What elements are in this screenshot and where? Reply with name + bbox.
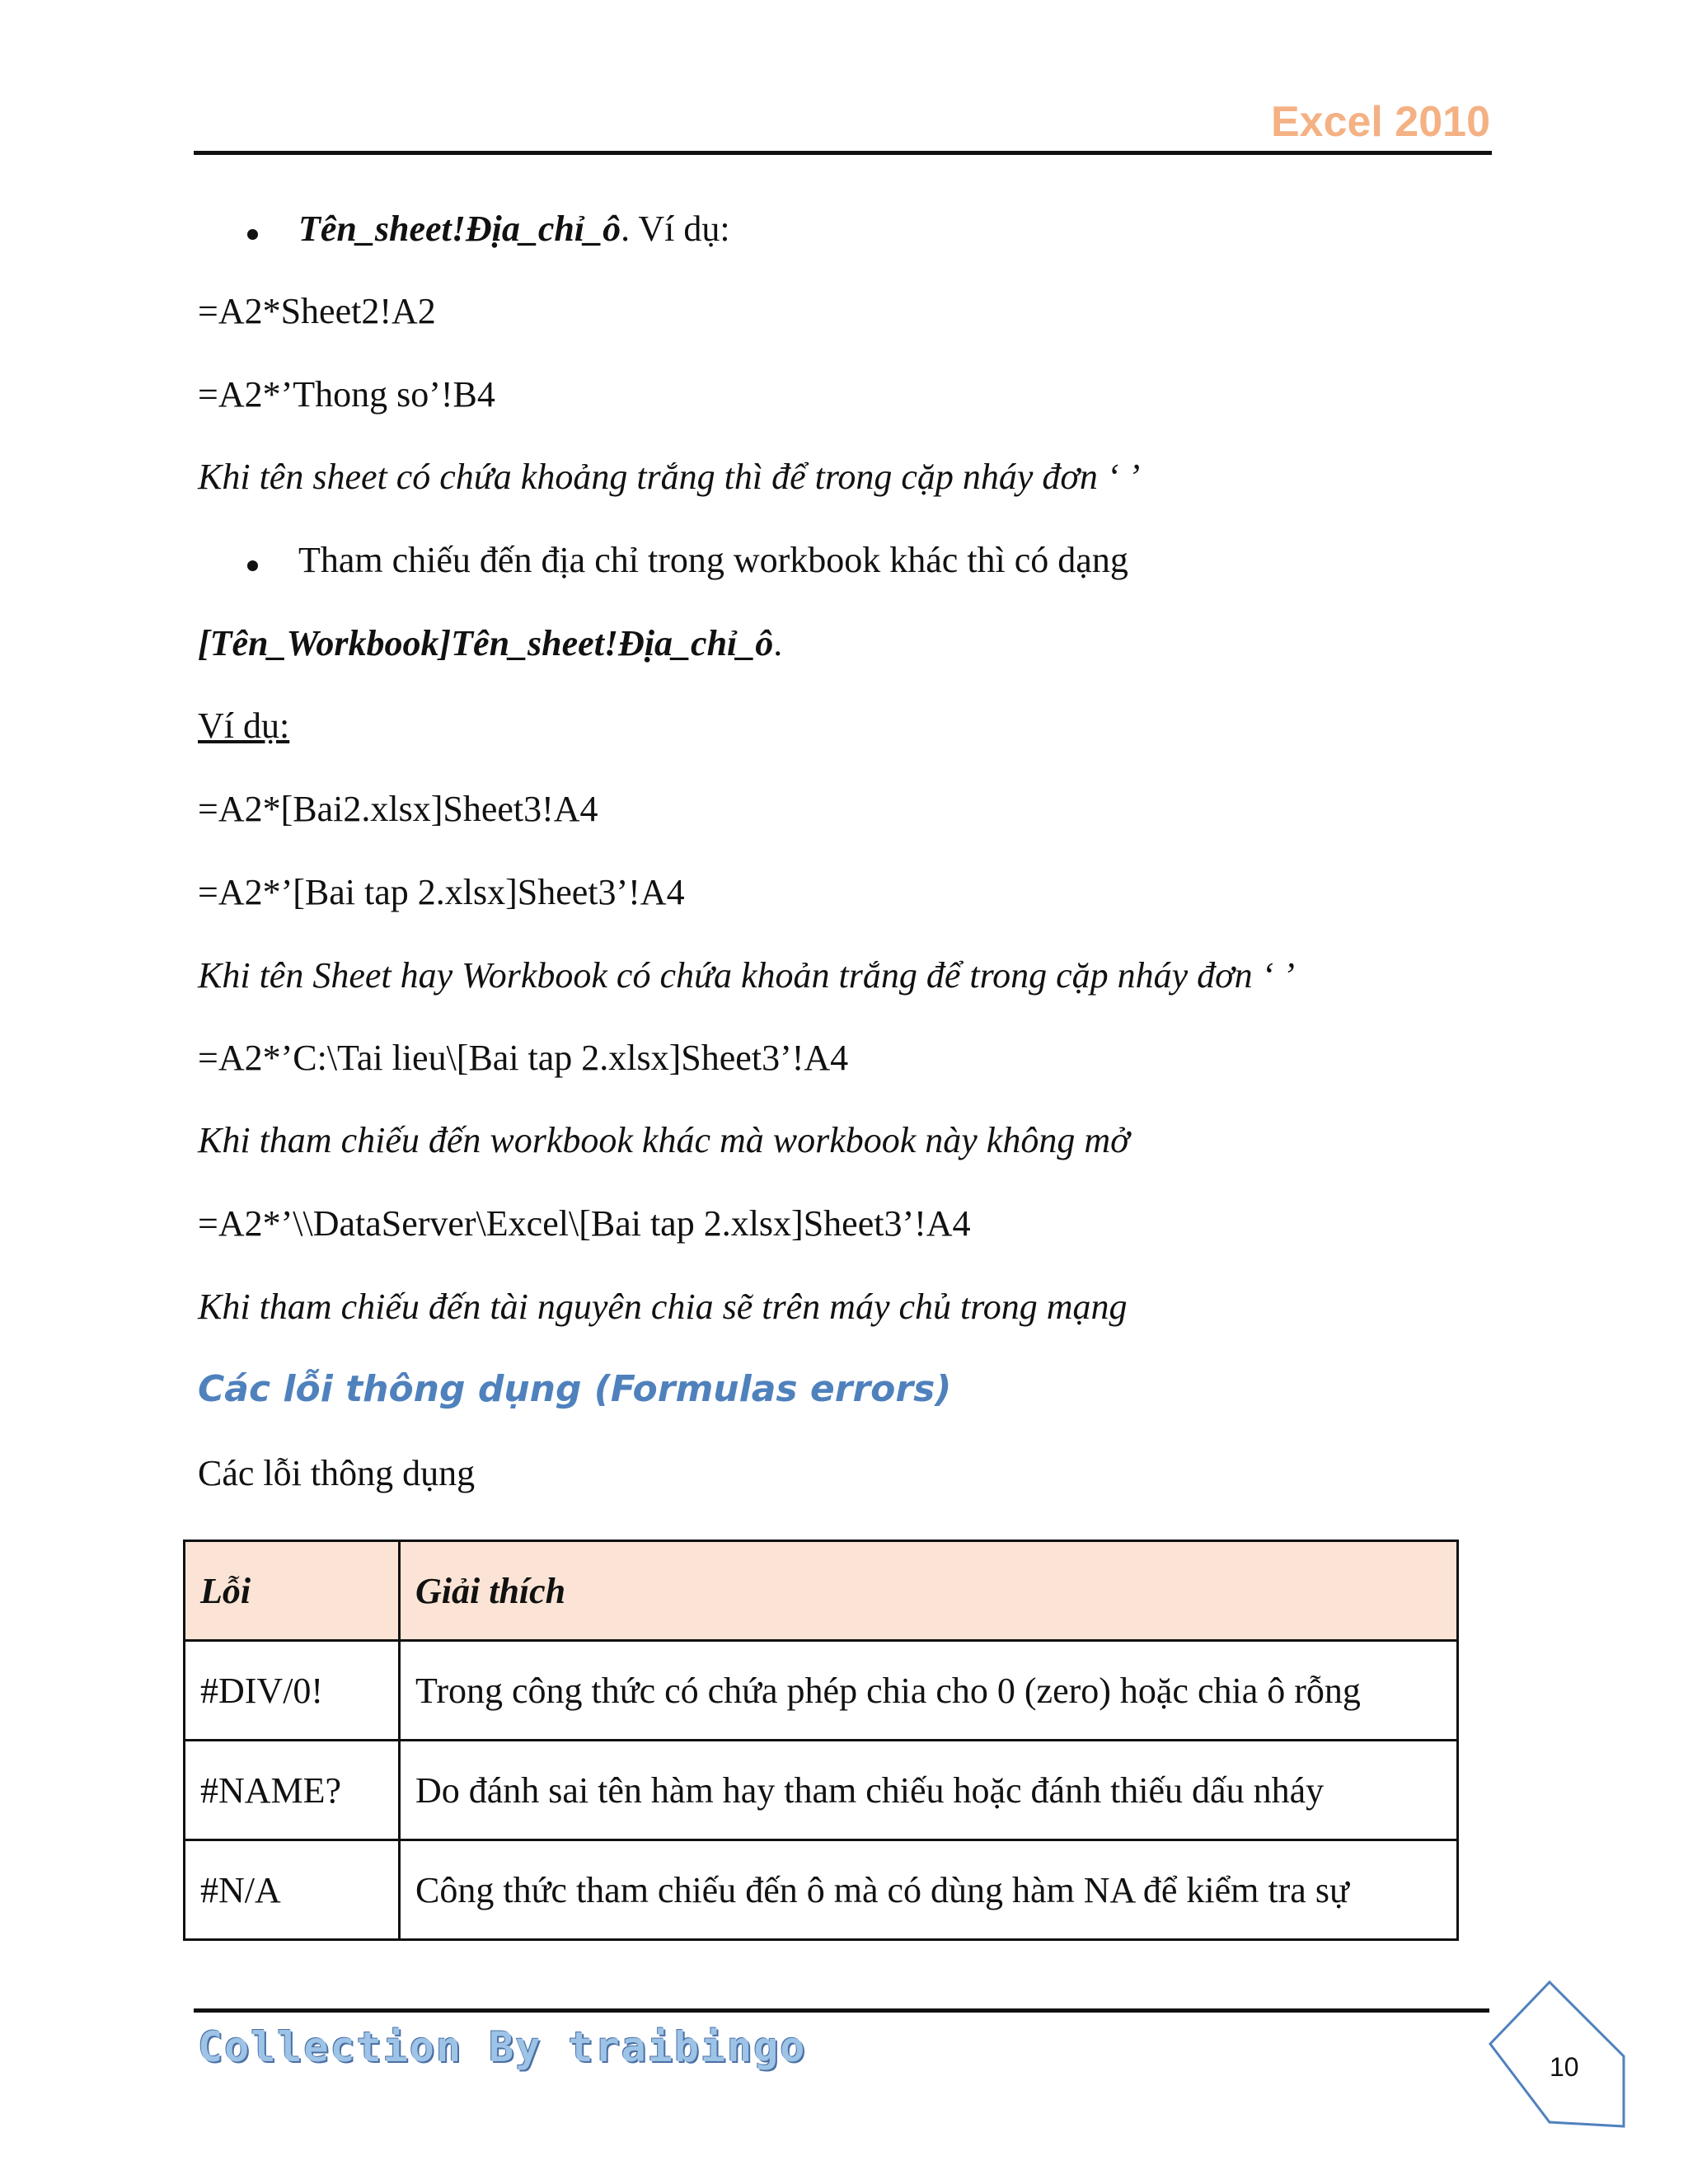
example-formula: =A2*’\\DataServer\Excel\[Bai tap 2.xlsx]Sheet3’!A4 bbox=[198, 1203, 971, 1244]
explanation-cell: Trong công thức có chứa phép chia cho 0 (zero) hoặc chia ô rỗng bbox=[400, 1641, 1458, 1741]
example-formula: =A2*’[Bai tap 2.xlsx]Sheet3’!A4 bbox=[198, 872, 685, 912]
bullet-icon bbox=[247, 229, 258, 240]
bullet-workbook-reference: Tham chiếu đến địa chỉ trong workbook khác thì có dạng bbox=[298, 540, 1128, 580]
table-row bbox=[185, 1741, 1458, 1840]
explanation-cell: Công thức tham chiếu đến ô mà có dùng hàm NA để kiểm tra sự bbox=[400, 1840, 1458, 1940]
note-text: Khi tham chiếu đến workbook khác mà workbook này không mở bbox=[198, 1120, 1130, 1160]
error-code-cell: #NAME? bbox=[185, 1741, 400, 1840]
intro-text: Các lỗi thông dụng bbox=[198, 1453, 476, 1493]
bullet-sheet-reference: Tên_sheet!Địa_chỉ_ô. Ví dụ: bbox=[298, 209, 730, 249]
document-header-title: Excel 2010 bbox=[1270, 98, 1490, 146]
column-header: Lỗi bbox=[185, 1541, 400, 1641]
table-header-row bbox=[185, 1541, 1458, 1641]
table-row bbox=[185, 1840, 1458, 1940]
explanation-cell: Do đánh sai tên hàm hay tham chiếu hoặc đánh thiếu dấu nháy bbox=[400, 1741, 1458, 1840]
error-code-cell: #N/A bbox=[185, 1840, 400, 1940]
table-row bbox=[185, 1641, 1458, 1741]
example-formula: =A2*Sheet2!A2 bbox=[198, 291, 436, 331]
bullet-icon bbox=[247, 560, 258, 571]
example-formula: =A2*’Thong so’!B4 bbox=[198, 374, 495, 415]
note-text: Khi tên Sheet hay Workbook có chứa khoản trắng để trong cặp nháy đơn ‘ ’ bbox=[198, 955, 1295, 996]
example-formula: =A2*’C:\Tai lieu\[Bai tap 2.xlsx]Sheet3’!A4 bbox=[198, 1038, 849, 1078]
footer-collection-text: Collection By traibingo bbox=[198, 2023, 807, 2071]
column-header: Giải thích bbox=[400, 1541, 1458, 1641]
header-rule bbox=[194, 151, 1492, 155]
note-text: Khi tham chiếu đến tài nguyên chia sẽ trên máy chủ trong mạng bbox=[198, 1286, 1128, 1327]
syntax-text: [Tên_Workbook]Tên_sheet!Địa_chỉ_ô. bbox=[198, 623, 783, 663]
page-number: 10 bbox=[1550, 2052, 1579, 2082]
example-label: Ví dụ: bbox=[198, 705, 290, 746]
note-text: Khi tên sheet có chứa khoảng trắng thì để trong cặp nháy đơn ‘ ’ bbox=[198, 457, 1141, 497]
footer-rule bbox=[194, 2008, 1489, 2013]
example-formula: =A2*[Bai2.xlsx]Sheet3!A4 bbox=[198, 789, 598, 829]
errors-table bbox=[183, 1540, 1459, 1941]
section-heading: Các lỗi thông dụng (Formulas errors) bbox=[198, 1368, 952, 1410]
error-code-cell: #DIV/0! bbox=[185, 1641, 400, 1741]
